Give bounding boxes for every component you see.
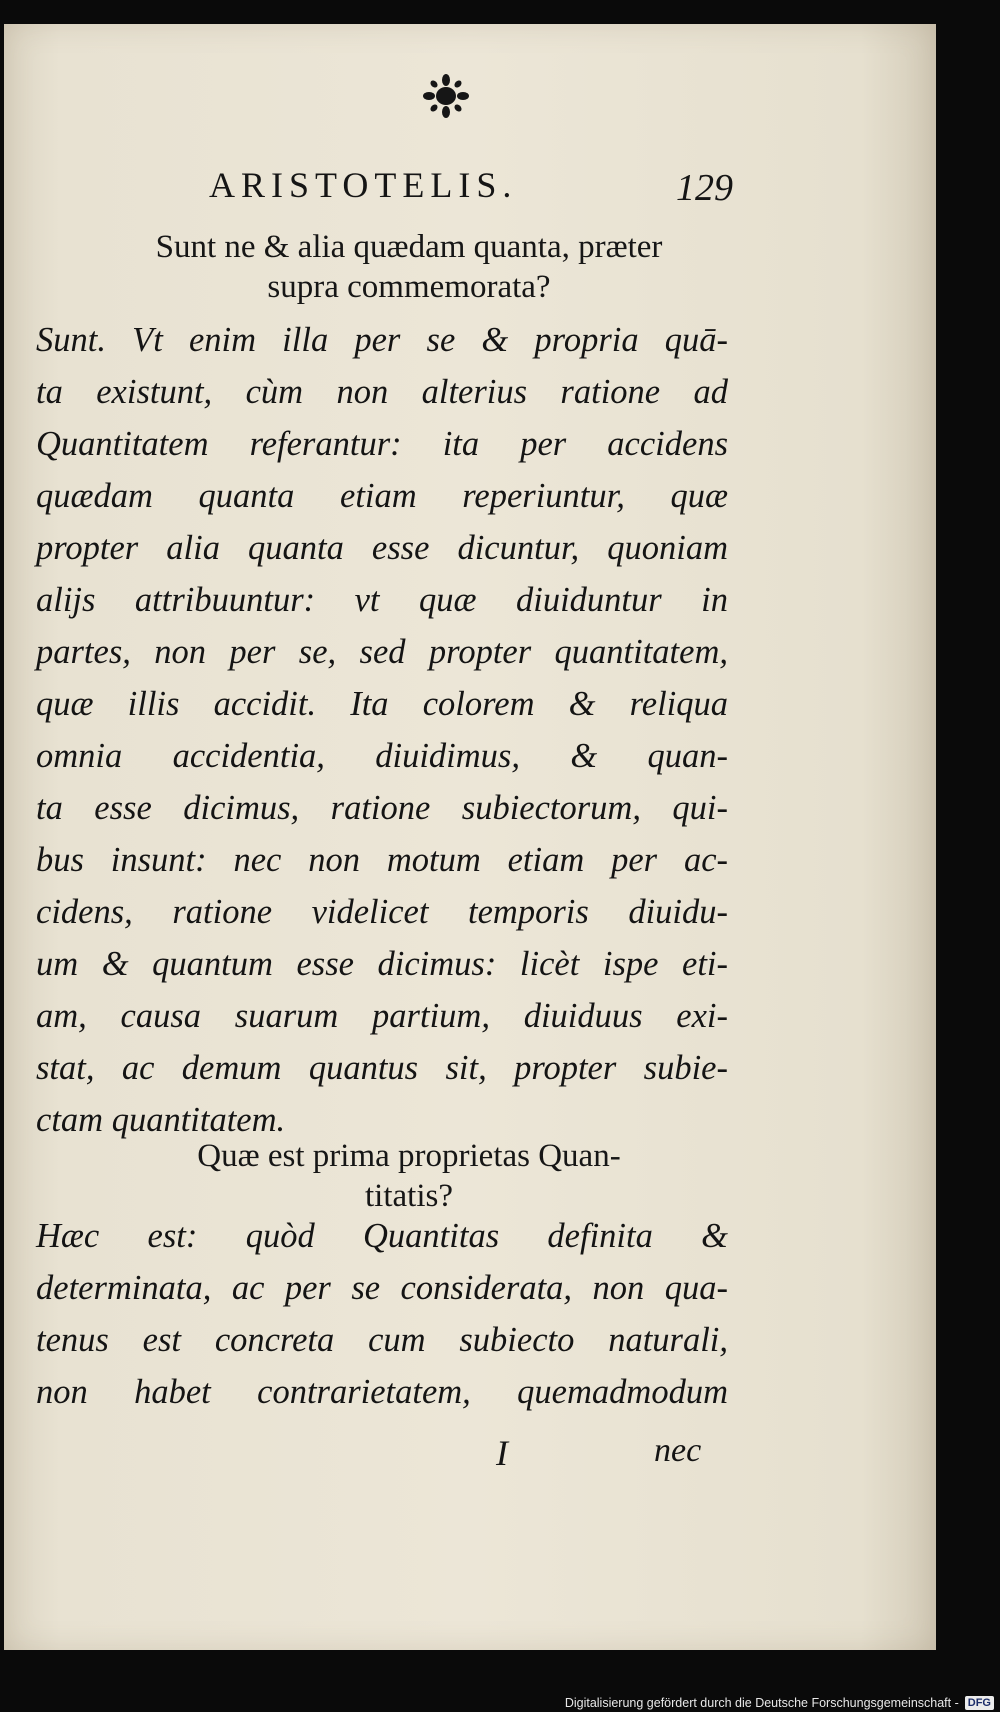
text-line: cidens, ratione videlicet temporis diuidu- xyxy=(36,893,728,931)
text-line: determinata, ac per se considerata, non qua- xyxy=(36,1269,728,1307)
dfg-logo[interactable]: DFG xyxy=(965,1696,994,1710)
text-line: ta existunt, cùm non alterius ratione ad xyxy=(36,373,728,411)
question-line: supra commemorata? xyxy=(267,269,551,305)
text-line: Quantitatem referantur: ita per accidens xyxy=(36,425,728,463)
text-line: quæ illis accidit. Ita colorem & reliqua xyxy=(36,685,728,723)
printers-ornament-icon xyxy=(422,74,470,118)
text-line: tenus est concreta cum subiecto naturali, xyxy=(36,1321,728,1359)
text-line: propter alia quanta esse dicuntur, quoniam xyxy=(36,529,728,567)
question-heading xyxy=(44,227,774,307)
text-line: Hæc est: quòd Quantitas definita & xyxy=(36,1217,728,1255)
text-line: ctam quantitatem. xyxy=(36,1101,286,1139)
text-line: omnia accidentia, diuidimus, & quan- xyxy=(36,737,728,775)
question-line: Quæ est prima proprietas Quan- xyxy=(197,1138,621,1174)
text-line: bus insunt: nec non motum etiam per ac- xyxy=(36,841,728,879)
signature-mark: I xyxy=(496,1433,508,1473)
question-line: Sunt ne & alia quædam quanta, præter xyxy=(155,229,663,265)
catchword: nec xyxy=(654,1432,702,1469)
question-heading xyxy=(44,1136,774,1216)
text-line: Sunt. Vt enim illa per se & propria quā- xyxy=(36,321,728,359)
text-line: um & quantum esse dicimus: licèt ispe eti- xyxy=(36,945,728,983)
text-line: partes, non per se, sed propter quantitatem, xyxy=(36,633,728,671)
text-line: non habet contrarietatem, quemadmodum xyxy=(36,1373,728,1411)
text-line: ta esse dicimus, ratione subiectorum, qui- xyxy=(36,789,728,827)
text-line: alijs attribuuntur: vt quæ diuiduntur in xyxy=(36,581,728,619)
question-line: titatis? xyxy=(365,1178,453,1214)
text-line: quædam quanta etiam reperiuntur, quæ xyxy=(36,477,728,515)
answer-paragraph xyxy=(36,314,728,1146)
credit-text: Digitalisierung gefördert durch die Deutsche Forschungsgemeinschaft - xyxy=(564,1696,959,1710)
digitization-credit xyxy=(0,1694,1000,1712)
running-head: ARISTOTELIS. xyxy=(209,165,518,205)
answer-paragraph xyxy=(36,1210,728,1418)
text-line: am, causa suarum partium, diuiduus exi- xyxy=(36,997,728,1035)
book-page xyxy=(4,24,936,1650)
page-number: 129 xyxy=(676,167,733,209)
text-line: stat, ac demum quantus sit, propter subie- xyxy=(36,1049,728,1087)
